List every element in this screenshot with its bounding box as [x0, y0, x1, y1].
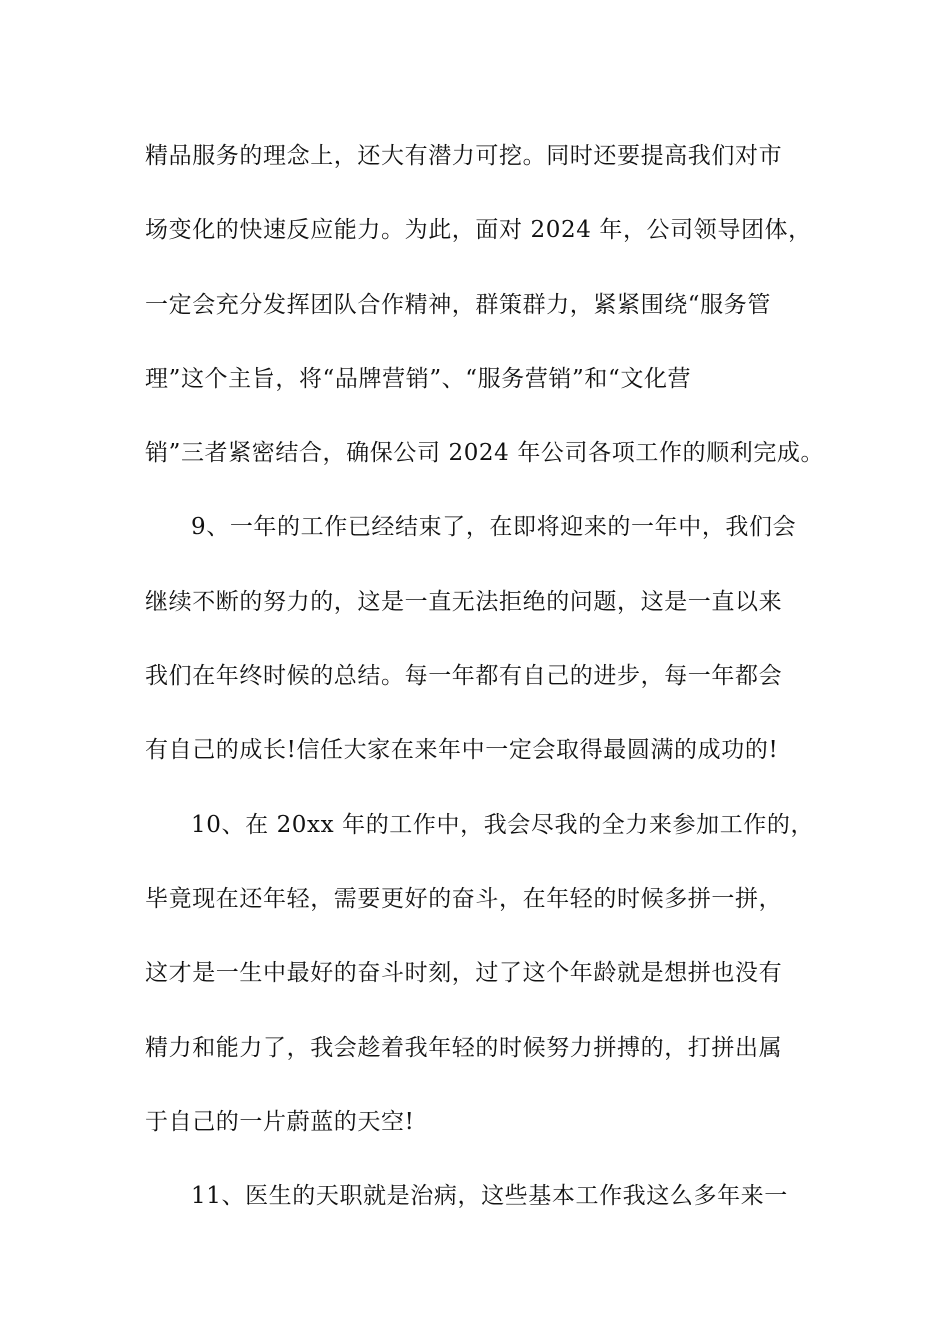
text-line: 销”三者紧密结合，确保公司 2024 年公司各项工作的顺利完成。	[145, 440, 825, 467]
text-line: 场变化的快速反应能力。为此，面对 2024 年，公司领导团体，	[145, 217, 812, 244]
text-line: 我们在年终时候的总结。每一年都有自己的进步，每一年都会	[145, 663, 783, 690]
text-line: 一定会充分发挥团队合作精神，群策群力，紧紧围绕“服务管	[145, 291, 771, 318]
text-line: 精品服务的理念上，还大有潜力可挖。同时还要提高我们对市	[145, 143, 783, 169]
text-line: 继续不断的努力的，这是一直无法拒绝的问题，这是一直以来	[145, 588, 783, 615]
document-body	[145, 130, 825, 1244]
text-line: 于自己的一片蔚蓝的天空!	[145, 1108, 415, 1135]
text-line: 理”这个主旨，将“品牌营销”、“服务营销”和“文化营	[145, 365, 692, 392]
paragraph-9-start: 9、一年的工作已经结束了，在即将迎来的一年中，我们会	[191, 514, 797, 541]
text-line: 有自己的成长!信任大家在来年中一定会取得最圆满的成功的!	[145, 737, 779, 764]
text-line: 精力和能力了，我会趁着我年轻的时候努力拼搏的，打拼出属	[145, 1034, 783, 1061]
text-line: 毕竟现在还年轻，需要更好的奋斗，在年轻的时候多拼一拼，	[145, 885, 783, 912]
paragraph-10-start: 10、在 20xx 年的工作中，我会尽我的全力来参加工作的，	[191, 811, 815, 838]
text-line: 这才是一生中最好的奋斗时刻，过了这个年龄就是想拼也没有	[145, 960, 783, 987]
paragraph-11-start: 11、医生的天职就是治病，这些基本工作我这么多年来一	[191, 1183, 788, 1210]
